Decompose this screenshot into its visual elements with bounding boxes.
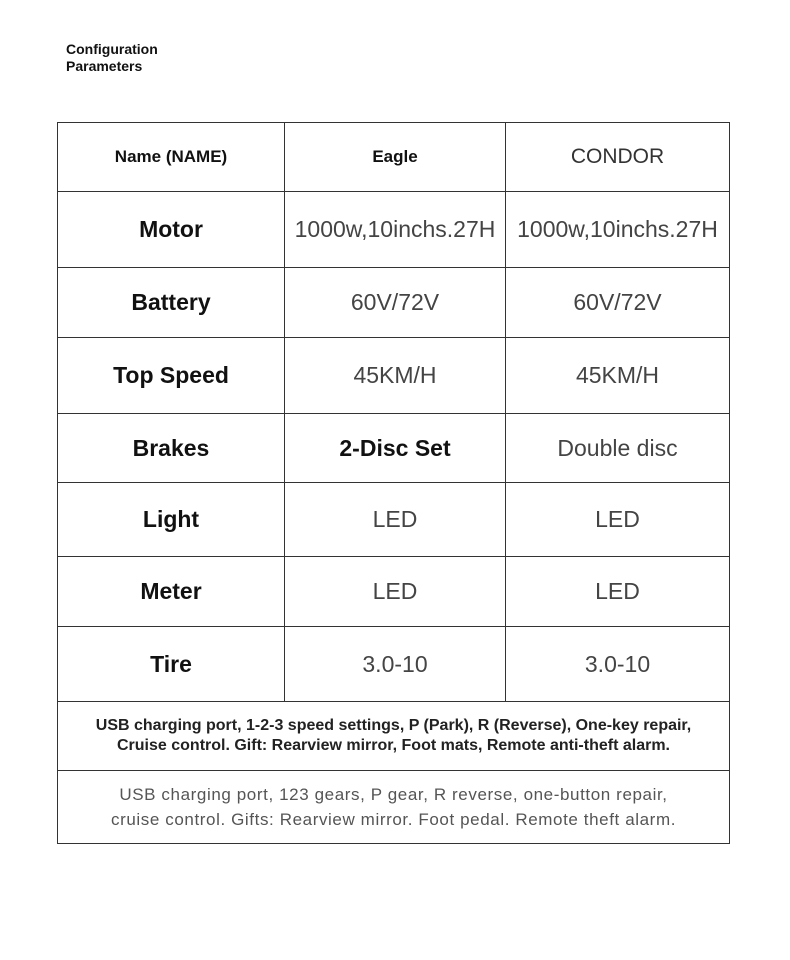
- eagle-meter: LED: [285, 557, 506, 627]
- row-label-top-speed: Top Speed: [58, 338, 285, 414]
- note-row-en: [58, 702, 730, 771]
- eagle-light: LED: [285, 483, 506, 557]
- note-alt-line2: cruise control. Gifts: Rearview mirror. Foot pedal. Remote theft alarm.: [110, 810, 677, 829]
- table-row: [58, 557, 730, 627]
- note-alt-cell: [58, 771, 730, 844]
- eagle-top-speed: 45KM/H: [285, 338, 506, 414]
- table-row: [58, 268, 730, 338]
- page-title: [66, 41, 158, 75]
- table-row: [58, 414, 730, 483]
- condor-battery: 60V/72V: [506, 268, 730, 338]
- row-label-motor: Motor: [58, 192, 285, 268]
- condor-tire: 3.0-10: [506, 627, 730, 702]
- table-row: [58, 338, 730, 414]
- note-row-alt: [58, 771, 730, 844]
- table-row: [58, 192, 730, 268]
- condor-top-speed: 45KM/H: [506, 338, 730, 414]
- note-en-cell: [58, 702, 730, 771]
- header-condor-cell: CONDOR: [506, 123, 730, 192]
- row-label-meter: Meter: [58, 557, 285, 627]
- row-label-tire: Tire: [58, 627, 285, 702]
- header-name-cell: Name (NAME): [58, 123, 285, 192]
- header-row: [58, 123, 730, 192]
- header-eagle-cell: Eagle: [285, 123, 506, 192]
- page-title-line1: Configuration: [66, 41, 158, 57]
- table-row: [58, 483, 730, 557]
- eagle-battery: 60V/72V: [285, 268, 506, 338]
- note-alt-line1: USB charging port, 123 gears, P gear, R reverse, one-button repair,: [119, 785, 668, 804]
- condor-motor: 1000w,10inchs.27H: [506, 192, 730, 268]
- row-label-brakes: Brakes: [58, 414, 285, 483]
- eagle-tire: 3.0-10: [285, 627, 506, 702]
- eagle-brakes: 2-Disc Set: [285, 414, 506, 483]
- condor-brakes: Double disc: [506, 414, 730, 483]
- row-label-light: Light: [58, 483, 285, 557]
- condor-light: LED: [506, 483, 730, 557]
- eagle-motor: 1000w,10inchs.27H: [285, 192, 506, 268]
- table-row: [58, 627, 730, 702]
- note-en-line1: USB charging port, 1-2-3 speed settings, P (Park), R (Reverse), One-key repair,: [95, 717, 692, 734]
- condor-meter: LED: [506, 557, 730, 627]
- note-en-line2: Cruise control. Gift: Rearview mirror, Foot mats, Remote anti-theft alarm.: [117, 737, 670, 754]
- row-label-battery: Battery: [58, 268, 285, 338]
- spec-table: [57, 122, 730, 844]
- page-title-line2: Parameters: [66, 58, 143, 74]
